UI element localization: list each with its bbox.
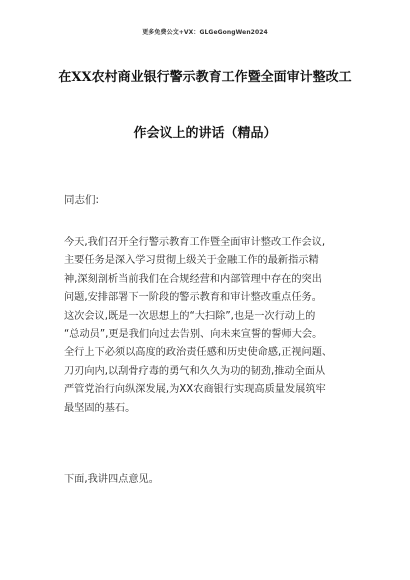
header-note: 更多免费公文+VX：GLGeGongWen2024 xyxy=(142,29,268,36)
document-title-line-2: 作会议上的讲话（精品） xyxy=(133,126,277,141)
body-line: 今天,我们召开全行警示教育工作暨全面审计整改工作会议, xyxy=(64,237,326,248)
body-line: 刀刃向内,以刮骨疗毒的勇气和久久为功的韧劲,推动全面从 xyxy=(64,365,326,377)
document-title-line-1: 在XX农村商业银行警示教育工作暨全面审计整改工 xyxy=(58,70,352,85)
body-line: 问题,安排部署下一阶段的警示教育和审计整改重点任务。 xyxy=(64,292,322,304)
body-paragraph xyxy=(64,234,356,418)
body-line: 全行上下必须以高度的政治责任感和历史使命感,正视问题、 xyxy=(64,347,333,359)
body-line: 神,深刻剖析当前我们在合规经营和内部管理中存在的突出 xyxy=(64,273,322,285)
body-line: 这次会议,既是一次思想上的“大扫除”,也是一次行动上的 xyxy=(64,310,316,322)
body-line: 主要任务是深入学习贯彻上级关于金融工作的最新指示精 xyxy=(64,255,319,267)
body-line: “总动员”,更是我们向过去告别、向未来宣誓的誓师大会。 xyxy=(64,329,323,341)
body-line: 最坚固的基石。 xyxy=(64,402,136,414)
salutation: 同志们: xyxy=(64,194,100,206)
body-line: 严管党治行向纵深发展,为XX农商银行实现高质量发展筑牢 xyxy=(64,384,326,396)
closing-line: 下面,我讲四点意见。 xyxy=(64,474,159,485)
